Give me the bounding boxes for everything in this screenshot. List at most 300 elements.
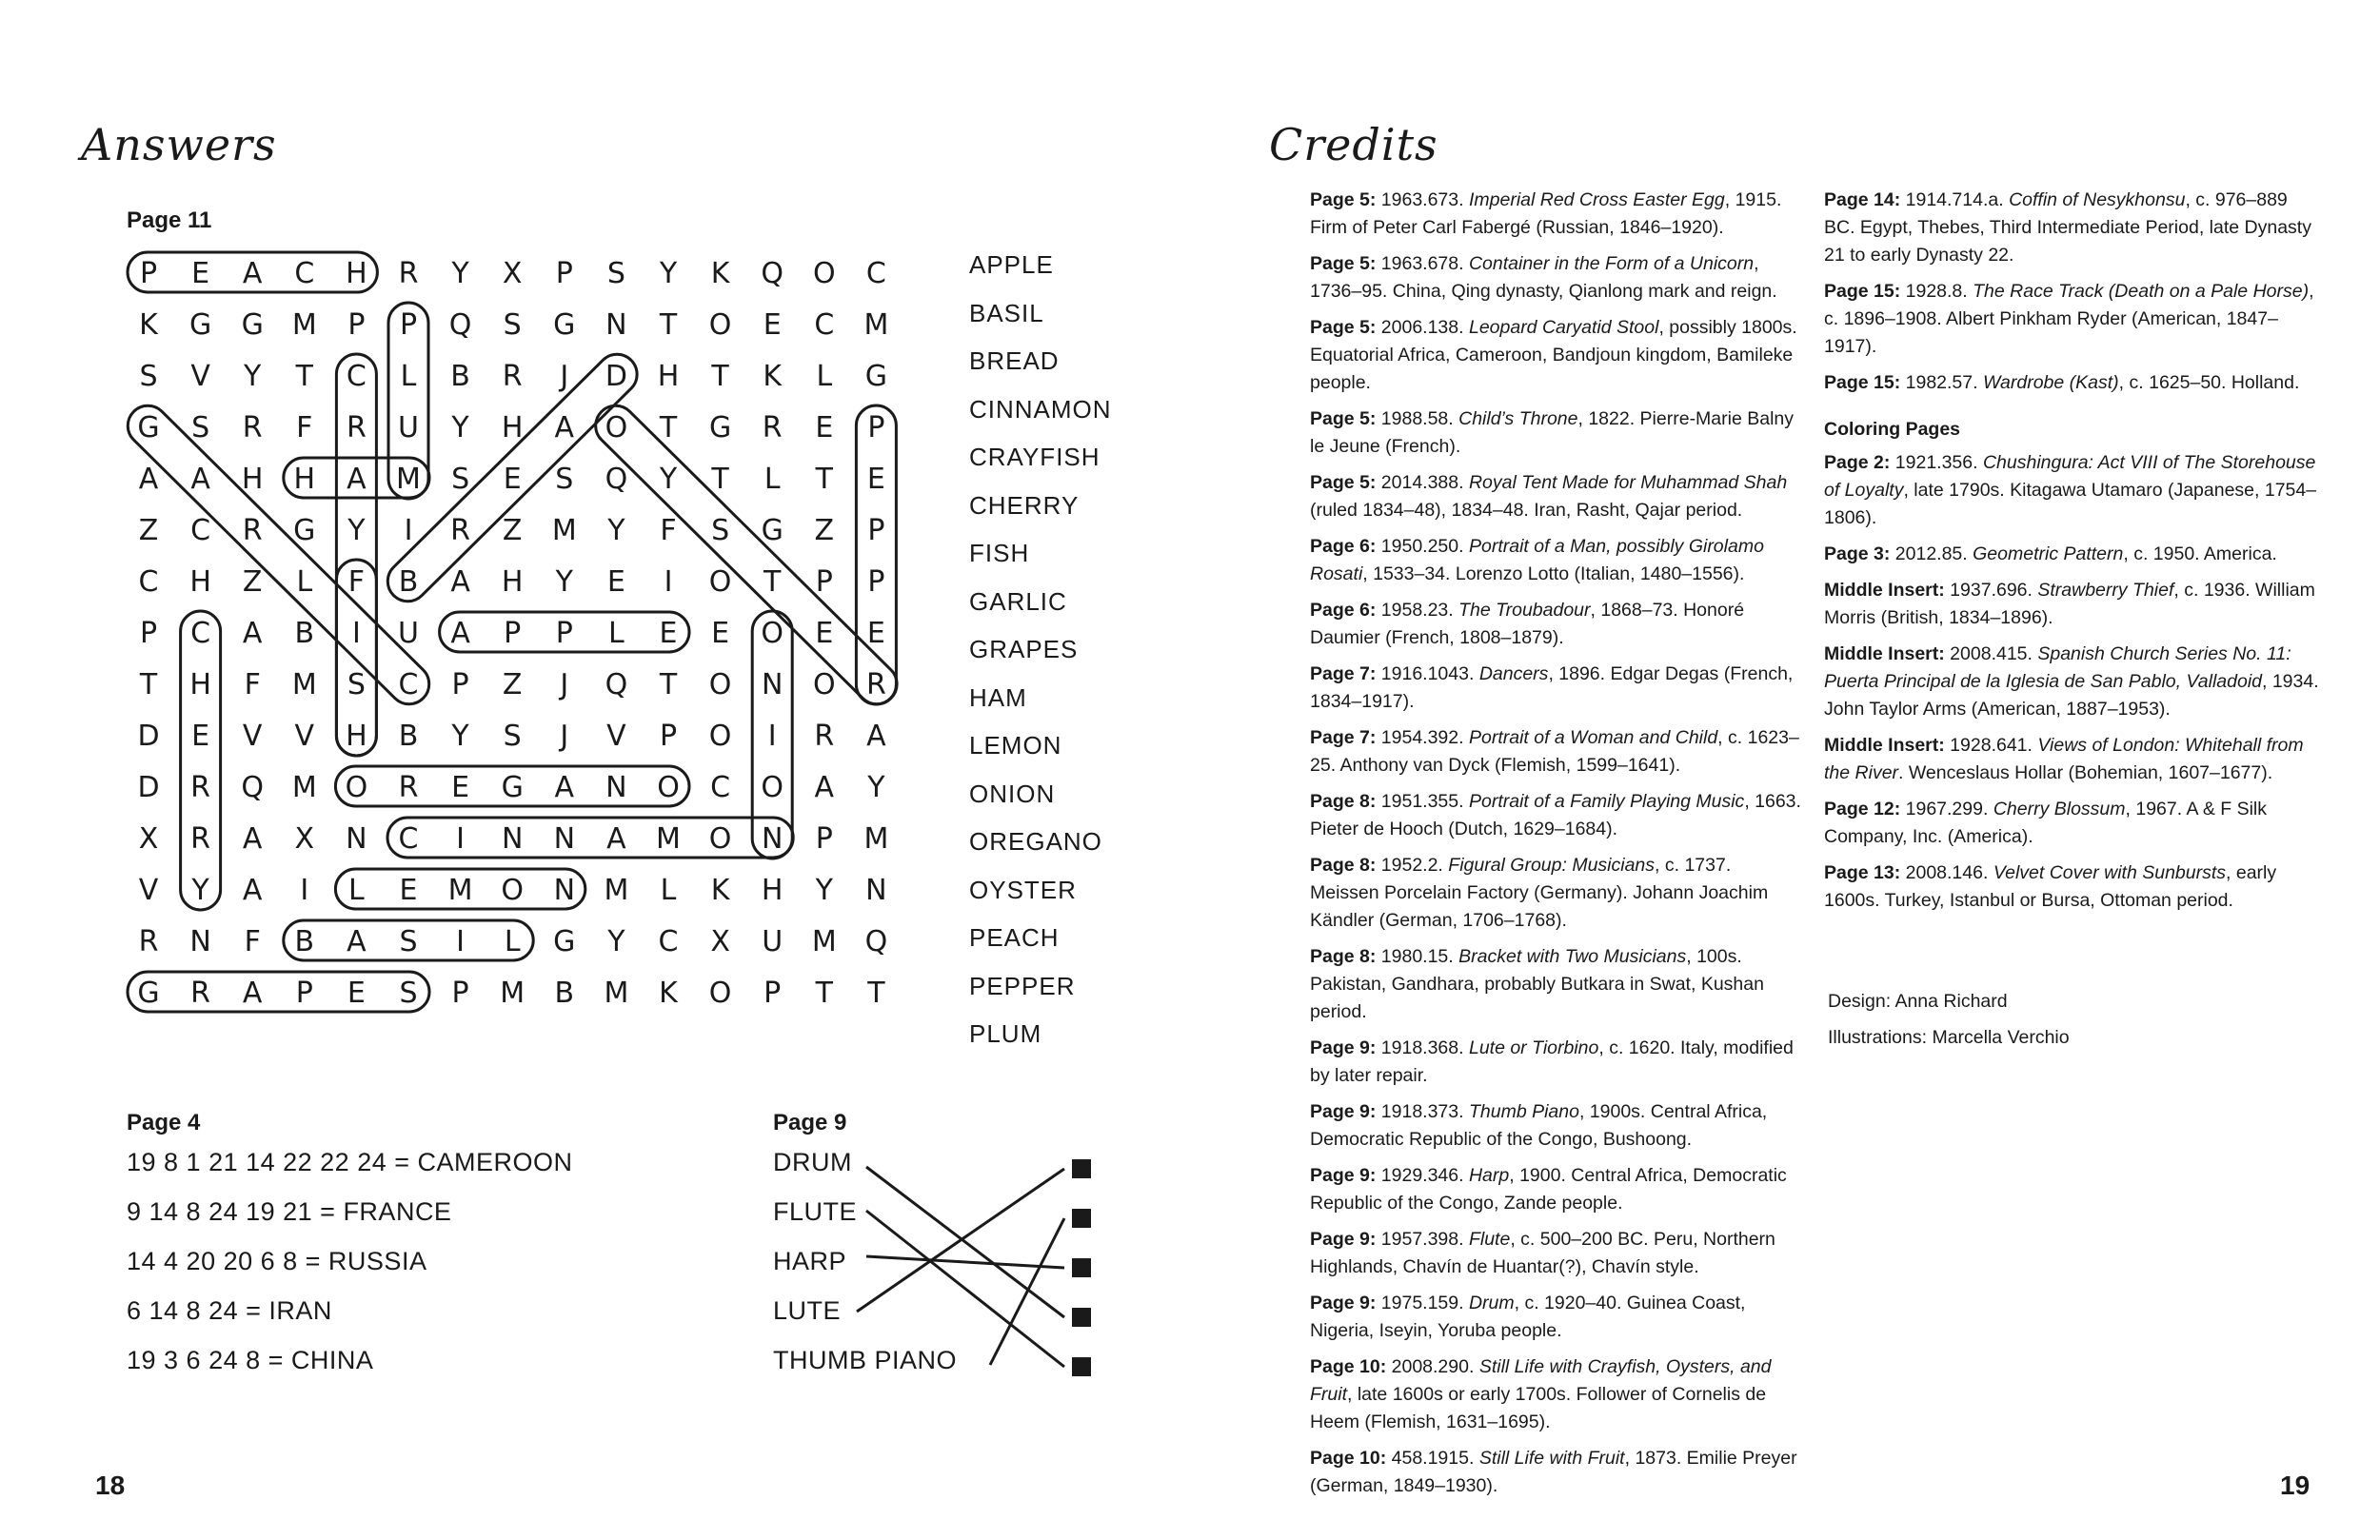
grid-letter: E	[451, 771, 470, 804]
credit-entry: Page 10: 458.1915. Still Life with Fruit, 1873. Emilie Preyer (German, 1849–1930).	[1310, 1448, 1797, 1496]
wordsearch-grid	[105, 238, 942, 1028]
page-number-left: 18	[95, 1471, 126, 1500]
grid-letter: D	[137, 720, 160, 753]
grid-letter: C	[190, 514, 211, 547]
credit-entry: Middle Insert: 1937.696. Strawberry Thief, c. 1936. William Morris (British, 1834–1896).	[1824, 580, 2315, 628]
cipher-line: 19 3 6 24 8 = CHINA	[127, 1346, 374, 1374]
grid-letter: F	[347, 565, 366, 599]
grid-letter: T	[711, 463, 729, 496]
grid-letter: I	[456, 925, 466, 958]
grid-letter: H	[501, 565, 524, 599]
credit-page: Page 7:	[1310, 663, 1377, 684]
grid-letter: C	[138, 565, 159, 599]
grid-letter: P	[815, 822, 833, 856]
grid-letter: L	[504, 925, 521, 958]
word-list-item: CHERRY	[969, 490, 1080, 520]
grid-letter: K	[763, 360, 783, 393]
credit-page: Page 15:	[1824, 281, 1901, 302]
credit-page: Page 5:	[1310, 472, 1377, 493]
grid-letter: X	[294, 822, 315, 856]
grid-letter: G	[293, 514, 316, 547]
matching-lines	[838, 1142, 1123, 1390]
grid-letter: G	[137, 977, 160, 1010]
word-list-item: PLUM	[969, 1019, 1042, 1048]
grid-letter: T	[659, 668, 678, 701]
grid-letter: Y	[607, 514, 625, 547]
grid-letter: M	[604, 874, 629, 907]
grid-letter: G	[761, 514, 783, 547]
staff-credits	[1828, 983, 2070, 1056]
grid-letter: N	[189, 925, 211, 958]
credit-page: Page 15:	[1824, 372, 1901, 393]
grid-letter: P	[347, 308, 366, 342]
word-list-item: PEACH	[969, 923, 1060, 952]
credits-column-2	[1824, 187, 2319, 923]
grid-letter: L	[764, 463, 781, 496]
grid-letter: M	[291, 308, 317, 342]
wordsearch-label: Page 11	[127, 207, 212, 233]
grid-letter: A	[606, 822, 626, 856]
word-list-item: FISH	[969, 539, 1030, 567]
credit-entry: Page 9: 1957.398. Flute, c. 500–200 BC. Peru, Northern Highlands, Chavín de Huantar(?), Chavín style.	[1310, 1229, 1775, 1277]
grid-letter: Q	[864, 925, 888, 958]
grid-letter: A	[242, 617, 263, 650]
grid-letter: L	[400, 360, 417, 393]
grid-letter: T	[659, 308, 678, 342]
credit-entry: Page 5: 1963.673. Imperial Red Cross Easter Egg, 1915. Firm of Peter Carl Fabergé (Russian, 1846–1920).	[1310, 189, 1782, 238]
grid-letter: F	[244, 925, 261, 958]
grid-letter: J	[560, 668, 569, 701]
grid-letter: R	[242, 514, 263, 547]
grid-letter: G	[708, 411, 732, 444]
credit-page: Middle Insert:	[1824, 735, 1945, 756]
grid-letter: H	[657, 360, 680, 393]
grid-letter: U	[398, 617, 419, 650]
credit-title: Dancers	[1478, 663, 1549, 684]
credit-entry: Page 9: 1975.159. Drum, c. 1920–40. Guinea Coast, Nigeria, Iseyin, Yoruba people.	[1310, 1293, 1746, 1341]
credit-entry: Page 10: 2008.290. Still Life with Crayfish, Oysters, and Fruit, late 1600s or early 1700s. Follower of Cornelis de Heem (Flemish, 1631–1695).	[1310, 1356, 1772, 1432]
grid-letter: N	[501, 822, 524, 856]
answer-square	[1072, 1357, 1091, 1376]
word-list-item: BREAD	[969, 346, 1060, 375]
instrument-label: HARP	[773, 1247, 847, 1275]
grid-letter: L	[608, 617, 625, 650]
grid-letter: C	[814, 308, 835, 342]
grid-letter: K	[710, 874, 730, 907]
credit-page: Page 6:	[1310, 600, 1377, 621]
grid-letter: E	[815, 411, 834, 444]
grid-letter: B	[294, 925, 315, 958]
grid-letter: A	[450, 617, 470, 650]
cipher-line: 19 8 1 21 14 22 22 24 = CAMEROON	[127, 1148, 573, 1176]
grid-letter: V	[138, 874, 159, 907]
instrument-label: THUMB PIANO	[773, 1346, 958, 1374]
credit-page: Page 8:	[1310, 791, 1377, 812]
grid-letter: Y	[555, 565, 573, 599]
grid-letter: N	[553, 874, 576, 907]
grid-letter: L	[348, 874, 365, 907]
grid-letter: B	[554, 977, 575, 1010]
grid-letter: G	[188, 308, 212, 342]
credit-page: Page 12:	[1824, 799, 1901, 819]
credit-page: Page 14:	[1824, 189, 1901, 210]
credit-entry: Page 8: 1952.2. Figural Group: Musicians, c. 1737. Meissen Porcelain Factory (Germany). Johann Joachim Kändler (German, 1706–1768).	[1310, 855, 1769, 931]
grid-letter: T	[295, 360, 313, 393]
grid-letter: P	[555, 257, 573, 290]
word-list-item: PEPPER	[969, 971, 1076, 1000]
credit-entry: Page 7: 1954.392. Portrait of a Woman and Child, c. 1623–25. Anthony van Dyck (Flemish, 1599–1641).	[1310, 727, 1799, 776]
grid-letter: C	[398, 822, 419, 856]
word-list-item: LEMON	[969, 731, 1062, 760]
grid-letter: O	[812, 257, 836, 290]
grid-letter: N	[346, 822, 367, 856]
grid-letter: E	[815, 617, 834, 650]
grid-letter: M	[447, 874, 473, 907]
grid-letter: S	[399, 925, 418, 958]
grid-letter: O	[708, 668, 732, 701]
credit-page: Page 13:	[1824, 862, 1901, 883]
cipher-label: Page 4	[127, 1110, 201, 1135]
word-list-item: GRAPES	[969, 635, 1079, 663]
grid-letter: P	[451, 668, 469, 701]
grid-letter: S	[139, 360, 158, 393]
grid-letter: U	[398, 411, 419, 444]
credit-title: Imperial Red Cross Easter Egg	[1468, 189, 1725, 210]
credit-page: Page 10:	[1310, 1448, 1387, 1469]
grid-letter: Q	[241, 771, 265, 804]
grid-letter: U	[762, 925, 783, 958]
coloring-pages-heading: Coloring Pages	[1824, 419, 1961, 440]
answers-heading: Answers	[81, 119, 277, 170]
grid-letter: X	[138, 822, 159, 856]
grid-letter: Y	[867, 771, 885, 804]
grid-letter: E	[763, 308, 782, 342]
grid-letter: R	[398, 771, 419, 804]
credit-entry: Page 9: 1929.346. Harp, 1900. Central Africa, Democratic Republic of the Congo, Zande people.	[1310, 1165, 1787, 1214]
grid-letter: Z	[502, 514, 523, 547]
grid-letter: E	[606, 565, 625, 599]
grid-letter: M	[863, 822, 889, 856]
grid-letter: C	[346, 360, 367, 393]
grid-letters	[137, 257, 888, 1010]
answer-loop	[387, 818, 793, 858]
answer-square	[1072, 1209, 1091, 1228]
credit-title: Spanish Church Series No. 11: Puerta Principal de la Iglesia de San Pablo, Valladoid	[1824, 643, 2291, 692]
credit-page: Page 9:	[1310, 1229, 1377, 1250]
grid-letter: S	[711, 514, 730, 547]
grid-letter: V	[190, 360, 210, 393]
credit-entry: Page 5: 2006.138. Leopard Caryatid Stool, possibly 1800s. Equatorial Africa, Cameroon, Bandjoun kingdom, Bamileke people.	[1310, 317, 1797, 393]
grid-letter: E	[503, 463, 522, 496]
grid-letter: P	[451, 977, 469, 1010]
answer-loop	[181, 611, 221, 910]
credit-title: Portrait of a Man, possibly Girolamo Rosati	[1310, 536, 1764, 584]
grid-letter: C	[398, 668, 419, 701]
credit-title: Portrait of a Woman and Child	[1468, 727, 1718, 748]
grid-letter: Y	[191, 874, 209, 907]
credit-title: Royal Tent Made for Muhammad Shah	[1468, 472, 1788, 493]
credit-entry: Page 5: 2014.388. Royal Tent Made for Muhammad Shah (ruled 1834–48), 1834–48. Iran, Rasht, Qajar period.	[1310, 472, 1788, 521]
grid-letter: H	[189, 668, 211, 701]
credit-entry: Page 2: 1921.356. Chushingura: Act VIII of The Storehouse of Loyalty, late 1790s. Kitagawa Utamaro (Japanese, 1754–1806).	[1824, 452, 2317, 528]
credit-entry: Page 8: 1951.355. Portrait of a Family Playing Music, 1663. Pieter de Hooch (Dutch, 1629–1684).	[1310, 791, 1801, 839]
credit-entry: Page 9: 1918.373. Thumb Piano, 1900s. Central Africa, Democratic Republic of the Congo, Bushoong.	[1310, 1101, 1768, 1150]
grid-letter: R	[190, 977, 211, 1010]
grid-letter: A	[190, 463, 210, 496]
grid-letter: P	[139, 617, 158, 650]
grid-letter: N	[605, 771, 627, 804]
credit-entry: Page 7: 1916.1043. Dancers, 1896. Edgar Degas (French, 1834–1917).	[1310, 663, 1794, 712]
design-credit: Design: Anna Richard	[1828, 991, 2008, 1012]
credit-entry: Middle Insert: 1928.641. Views of London: Whitehall from the River. Wenceslaus Hollar (Bohemian, 1607–1677).	[1824, 735, 2304, 783]
grid-letter: J	[560, 360, 569, 393]
word-list-item: ONION	[969, 779, 1056, 808]
credit-entry: Page 5: 1988.58. Child’s Throne, 1822. Pierre-Marie Balny le Jeune (French).	[1310, 408, 1795, 457]
grid-letter: O	[501, 874, 525, 907]
grid-letter: T	[711, 360, 729, 393]
grid-letter: T	[659, 411, 678, 444]
credit-page: Middle Insert:	[1824, 643, 1945, 664]
grid-letter: O	[657, 771, 680, 804]
credit-entry: Page 13: 2008.146. Velvet Cover with Sunbursts, early 1600s. Turkey, Istanbul or Bursa, Ottoman period.	[1824, 862, 2277, 911]
answer-square	[1072, 1308, 1091, 1327]
grid-letter: I	[300, 874, 309, 907]
grid-letter: F	[660, 514, 677, 547]
grid-letter: O	[708, 720, 732, 753]
grid-letter: H	[346, 720, 367, 753]
grid-letter: I	[664, 565, 673, 599]
grid-letter: G	[501, 771, 524, 804]
grid-letter: I	[351, 617, 361, 650]
cipher-line: 14 4 20 20 6 8 = RUSSIA	[127, 1247, 427, 1275]
credit-entry: Page 9: 1918.368. Lute or Tiorbino, c. 1620. Italy, modified by later repair.	[1310, 1037, 1794, 1086]
credit-page: Page 9:	[1310, 1037, 1377, 1058]
grid-letter: P	[815, 565, 833, 599]
word-list-item: CRAYFISH	[969, 443, 1101, 471]
grid-letter: K	[710, 257, 730, 290]
grid-letter: E	[659, 617, 678, 650]
grid-letter: R	[242, 411, 263, 444]
match-line	[857, 1169, 1064, 1312]
grid-letter: I	[404, 514, 413, 547]
grid-letter: Z	[814, 514, 835, 547]
word-list-item: GARLIC	[969, 586, 1067, 616]
match-line	[990, 1218, 1064, 1365]
grid-letter: V	[294, 720, 315, 753]
credit-entry: Middle Insert: 2008.415. Spanish Church Series No. 11: Puerta Principal de la Iglesia de San Pablo, Valladoid, 1934. John Taylor Arms (American, 1887–1953).	[1824, 643, 2319, 720]
grid-letter: A	[138, 463, 159, 496]
credit-page: Page 3:	[1824, 543, 1891, 564]
credit-entry: Page 6: 1950.250. Portrait of a Man, possibly Girolamo Rosati, 1533–34. Lorenzo Lotto (Italian, 1480–1556).	[1310, 536, 1764, 584]
credit-page: Middle Insert:	[1824, 580, 1945, 601]
credit-title: Lute or Tiorbino	[1468, 1037, 1599, 1058]
credits-heading: Credits	[1269, 119, 1438, 170]
grid-letter: M	[500, 977, 526, 1010]
grid-letter: N	[761, 822, 783, 856]
credit-title: Leopard Caryatid Stool	[1468, 317, 1659, 338]
grid-letter: M	[291, 668, 317, 701]
grid-letter: A	[554, 411, 575, 444]
credit-page: Page 8:	[1310, 855, 1377, 876]
grid-letter: G	[137, 411, 160, 444]
credit-title: Figural Group: Musicians	[1448, 855, 1656, 876]
matching-label: Page 9	[773, 1110, 847, 1135]
credit-title: Geometric Pattern	[1973, 543, 2124, 564]
word-list-item: APPLE	[969, 250, 1054, 279]
grid-letter: E	[399, 874, 418, 907]
grid-letter: Y	[607, 925, 625, 958]
grid-letter: S	[399, 977, 418, 1010]
grid-letter: M	[396, 463, 421, 496]
match-line	[866, 1256, 1064, 1268]
credit-title: Flute	[1468, 1229, 1511, 1250]
grid-letter: M	[291, 771, 317, 804]
grid-letter: C	[865, 257, 886, 290]
page-number-right: 19	[2280, 1471, 2311, 1500]
grid-letter: K	[139, 308, 158, 342]
grid-letter: R	[865, 668, 886, 701]
grid-letter: E	[191, 257, 210, 290]
credit-entry: Page 15: 1982.57. Wardrobe (Kast), c. 1625–50. Holland.	[1824, 372, 2300, 393]
credit-title: Still Life with Crayfish, Oysters, and Fruit	[1310, 1356, 1772, 1405]
answer-square	[1072, 1159, 1091, 1178]
grid-letter: C	[710, 771, 731, 804]
grid-letter: H	[189, 565, 211, 599]
grid-letter: O	[708, 822, 732, 856]
grid-letter: Z	[502, 668, 523, 701]
grid-letter: V	[606, 720, 626, 753]
grid-letter: H	[293, 463, 316, 496]
credit-entry: Page 12: 1967.299. Cherry Blossum, 1967. A & F Silk Company, Inc. (America).	[1824, 799, 2268, 847]
grid-letter: Q	[761, 257, 784, 290]
credit-title: Thumb Piano	[1468, 1101, 1579, 1122]
credit-entry: Page 5: 1963.678. Container in the Form of a Unicorn, 1736–95. China, Qing dynasty, Qianlong mark and reign.	[1310, 253, 1777, 302]
grid-letter: Y	[244, 360, 262, 393]
grid-letter: K	[659, 977, 678, 1010]
grid-letter: H	[501, 411, 524, 444]
grid-letter: I	[767, 720, 777, 753]
credit-title: Portrait of a Family Playing Music	[1468, 791, 1745, 812]
grid-letter: E	[866, 463, 885, 496]
grid-letter: N	[605, 308, 627, 342]
grid-letter: Z	[138, 514, 159, 547]
grid-letter: O	[812, 668, 836, 701]
credit-title: Wardrobe (Kast)	[1982, 372, 2119, 393]
credit-title: Still Life with Fruit	[1478, 1448, 1625, 1469]
grid-letter: O	[708, 308, 732, 342]
credit-title: Container in the Form of a Unicorn	[1468, 253, 1755, 274]
cipher-line: 6 14 8 24 = IRAN	[127, 1296, 332, 1325]
grid-letter: Y	[659, 257, 678, 290]
grid-letter: P	[867, 565, 885, 599]
grid-letter: S	[347, 668, 366, 701]
credit-page: Page 7:	[1310, 727, 1377, 748]
instrument-label: LUTE	[773, 1296, 842, 1325]
credit-page: Page 5:	[1310, 317, 1377, 338]
grid-letter: S	[606, 257, 625, 290]
credit-page: Page 10:	[1310, 1356, 1387, 1377]
credit-page: Page 8:	[1310, 946, 1377, 967]
grid-letter: A	[814, 771, 835, 804]
grid-letter: O	[761, 771, 784, 804]
grid-letter: G	[553, 308, 576, 342]
credit-title: The Troubadour	[1458, 600, 1591, 621]
grid-letter: P	[295, 977, 313, 1010]
grid-letter: A	[347, 925, 367, 958]
grid-letter: Z	[242, 565, 263, 599]
credit-page: Page 2:	[1824, 452, 1891, 473]
word-list-item: OYSTER	[969, 875, 1077, 904]
grid-letter: L	[816, 360, 833, 393]
cipher-answers	[127, 1147, 573, 1394]
grid-letter: R	[502, 360, 523, 393]
grid-letter: S	[191, 411, 210, 444]
grid-letter: L	[296, 565, 313, 599]
grid-letter: O	[345, 771, 368, 804]
grid-letter: Y	[659, 463, 678, 496]
grid-letter: P	[764, 977, 782, 1010]
grid-letter: T	[139, 668, 158, 701]
credit-entry: Page 14: 1914.714.a. Coffin of Nesykhonsu, c. 976–889 BC. Egypt, Thebes, Third Intermediate Period, late Dynasty 21 to early Dynasty 22.	[1824, 189, 2311, 266]
grid-letter: O	[761, 617, 784, 650]
grid-letter: P	[867, 411, 885, 444]
grid-letter: R	[450, 514, 471, 547]
grid-letter: H	[346, 257, 367, 290]
grid-letter: G	[553, 925, 576, 958]
grid-letter: Y	[451, 257, 469, 290]
grid-letter: O	[708, 977, 732, 1010]
match-line	[866, 1211, 1064, 1367]
credit-title: Bracket with Two Musicians	[1458, 946, 1687, 967]
answer-loop	[128, 972, 429, 1012]
grid-letter: R	[190, 771, 211, 804]
grid-letter: R	[398, 257, 419, 290]
word-list-item: OREGANO	[969, 827, 1102, 856]
credit-page: Page 5:	[1310, 408, 1377, 429]
grid-letter: D	[137, 771, 160, 804]
grid-letter: S	[503, 308, 522, 342]
grid-letter: Y	[451, 720, 469, 753]
grid-letter: H	[241, 463, 264, 496]
grid-letter: N	[761, 668, 783, 701]
grid-letter: V	[242, 720, 263, 753]
answer-square	[1072, 1258, 1091, 1277]
grid-letter: T	[815, 977, 833, 1010]
grid-letter: A	[242, 977, 263, 1010]
credit-title: The Race Track (Death on a Pale Horse)	[1973, 281, 2310, 302]
grid-letter: A	[347, 463, 367, 496]
grid-letter: E	[191, 720, 210, 753]
grid-letter: M	[811, 925, 837, 958]
grid-letter: S	[503, 720, 522, 753]
grid-letter: H	[761, 874, 783, 907]
credit-page: Page 9:	[1310, 1101, 1377, 1122]
credit-title: Coffin of Nesykhonsu	[2009, 189, 2186, 210]
grid-letter: A	[450, 565, 470, 599]
grid-letter: D	[605, 360, 627, 393]
credit-title: Strawberry Thief	[2037, 580, 2174, 601]
grid-letter: R	[346, 411, 367, 444]
grid-letter: P	[867, 514, 885, 547]
grid-letter: E	[347, 977, 366, 1010]
word-list	[969, 249, 1112, 1067]
credit-entry: Page 8: 1980.15. Bracket with Two Musicians, 100s. Pakistan, Gandhara, probably Butkara in Swat, Kushan period.	[1310, 946, 1764, 1022]
grid-letter: P	[555, 617, 573, 650]
credit-entry: Page 6: 1958.23. The Troubadour, 1868–73. Honoré Daumier (French, 1808–1879).	[1310, 600, 1745, 648]
credit-title: Child’s Throne	[1458, 408, 1578, 429]
word-list-item: HAM	[969, 682, 1027, 712]
grid-letter: A	[242, 257, 263, 290]
